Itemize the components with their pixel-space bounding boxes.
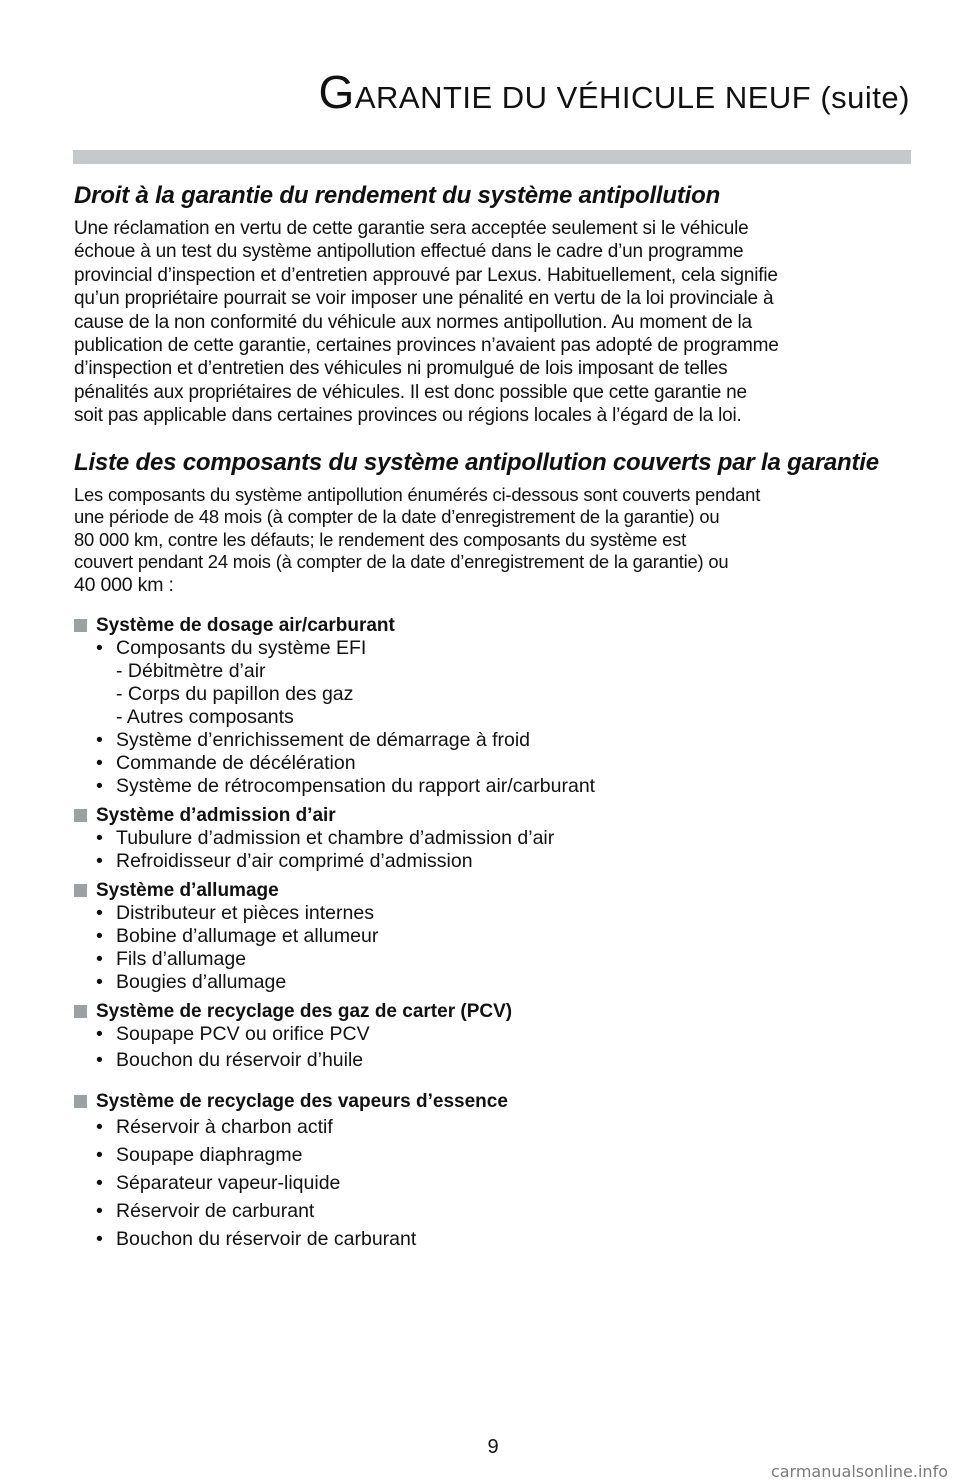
list-item: • Séparateur vapeur-liquide: [74, 1169, 914, 1197]
bullet-dot-icon: •: [96, 729, 103, 752]
list-item: • Soupape PCV ou orifice PCV: [96, 1023, 370, 1046]
square-bullet-icon: [74, 884, 87, 897]
list-subitem: - Autres composants: [116, 706, 294, 729]
site-watermark: carmanualsonline.info: [770, 1462, 948, 1481]
component-group-fuel-metering: [74, 614, 914, 798]
square-bullet-icon: [74, 1095, 87, 1108]
list-item: • Réservoir à charbon actif: [74, 1113, 914, 1141]
bullet-dot-icon: •: [96, 1023, 103, 1046]
section-heading-warranty-right: Droit à la garantie du rendement du système antipollution: [74, 182, 721, 209]
list-item: • Bouchon du réservoir d’huile: [74, 1046, 914, 1074]
list-item: • Réservoir de carburant: [74, 1197, 914, 1225]
paragraph-line: 40 000 km :: [74, 573, 174, 596]
bullet-dot-icon: •: [96, 752, 103, 775]
bullet-dot-icon: •: [96, 925, 103, 948]
list-item: • Bobine d’allumage et allumeur: [96, 925, 379, 948]
title-initial: G: [318, 66, 355, 118]
group-title: Système de dosage air/carburant: [74, 614, 914, 637]
bullet-dot-icon: •: [96, 948, 103, 971]
square-bullet-icon: [74, 1005, 87, 1018]
section-heading-components-list: Liste des composants du système antipollution couverts par la garantie: [74, 448, 879, 476]
paragraph-line: qu’un propriétaire pourrait se voir imposer une pénalité en vertu de la loi provinciale à: [74, 288, 774, 310]
list-item: • Système de rétrocompensation du rapport air/carburant: [96, 775, 596, 798]
bullet-dot-icon: •: [96, 1228, 103, 1251]
paragraph-line: pénalités aux propriétaires de véhicules. Il est donc possible que cette garantie ne: [74, 381, 747, 403]
component-group-pcv: [74, 1000, 914, 1074]
group-title: Système de recyclage des gaz de carter (PCV): [74, 1000, 914, 1023]
list-item: • Composants du système EFI: [96, 637, 367, 660]
paragraph-line: cause de la non conformité du véhicule aux normes antipollution. Au moment de la: [74, 311, 752, 333]
bullet-dot-icon: •: [96, 1172, 103, 1195]
bullet-dot-icon: •: [96, 971, 103, 994]
group-title: Système d’allumage: [74, 879, 914, 902]
list-item: • Commande de décélération: [96, 752, 356, 775]
paragraph-line: échoue à un test du système antipollution effectué dans le cadre d’un programme: [74, 241, 744, 263]
bullet-dot-icon: •: [96, 827, 103, 850]
bullet-dot-icon: •: [96, 1200, 103, 1223]
warranty-right-paragraph: [74, 217, 914, 428]
list-item: • Système d’enrichissement de démarrage à froid: [96, 729, 531, 752]
bullet-dot-icon: •: [96, 1144, 103, 1167]
list-item: • Fils d’allumage: [96, 948, 247, 971]
title-rest: ARANTIE DU VÉHICULE NEUF: [354, 80, 812, 115]
bullet-dot-icon: •: [96, 902, 103, 925]
group-title: Système d’admission d’air: [74, 804, 914, 827]
header-rule: [73, 150, 911, 164]
group-title: Système de recyclage des vapeurs d’essence: [74, 1090, 914, 1113]
component-group-ignition: [74, 879, 914, 994]
list-subitem: - Débitmètre d’air: [116, 660, 266, 683]
bullet-dot-icon: •: [96, 1049, 103, 1072]
square-bullet-icon: [74, 809, 87, 822]
paragraph-line: soit pas applicable dans certaines provinces ou régions locales à l’égard de la loi.: [74, 405, 742, 427]
square-bullet-icon: [74, 619, 87, 632]
bullet-dot-icon: •: [96, 850, 103, 873]
bullet-dot-icon: •: [96, 775, 103, 798]
paragraph-line: publication de cette garantie, certaines provinces n’avaient pas adopté de programme: [74, 335, 779, 357]
list-item: • Distributeur et pièces internes: [96, 902, 374, 925]
paragraph-line: d’inspection et d’entretien des véhicules ni promulgué de lois imposant de telles: [74, 358, 728, 380]
components-intro-paragraph: [74, 484, 914, 597]
component-group-air-intake: [74, 804, 914, 873]
paragraph-line: 80 000 km, contre les défauts; le rendement des composants du système est: [74, 528, 687, 550]
bullet-dot-icon: •: [96, 637, 103, 660]
bullet-dot-icon: •: [96, 1116, 103, 1139]
paragraph-line: couvert pendant 24 mois (à compter de la date d’enregistrement de la garantie) ou: [74, 551, 729, 573]
paragraph-line: Les composants du système antipollution énumérés ci-dessous sont couverts pendant: [74, 483, 761, 505]
page-content: [74, 181, 914, 1259]
list-item: • Refroidisseur d’air comprimé d’admission: [96, 850, 473, 873]
list-item: • Bougies d’allumage: [96, 971, 287, 994]
page-number: 9: [487, 1436, 499, 1458]
paragraph-line: provincial d’inspection et d’entretien approuvé par Lexus. Habituellement, cela signifie: [74, 264, 778, 286]
list-item: • Tubulure d’admission et chambre d’admission d’air: [96, 827, 555, 850]
list-subitem: - Corps du papillon des gaz: [116, 683, 354, 706]
list-item: • Soupape diaphragme: [74, 1141, 914, 1169]
paragraph-line: une période de 48 mois (à compter de la date d’enregistrement de la garantie) ou: [74, 506, 720, 528]
component-group-evap: [74, 1090, 914, 1253]
list-item: • Bouchon du réservoir de carburant: [74, 1225, 914, 1253]
page-title: [0, 66, 910, 118]
paragraph-line: Une réclamation en vertu de cette garantie sera acceptée seulement si le véhicule: [74, 218, 749, 239]
title-suffix: (suite): [820, 80, 910, 115]
